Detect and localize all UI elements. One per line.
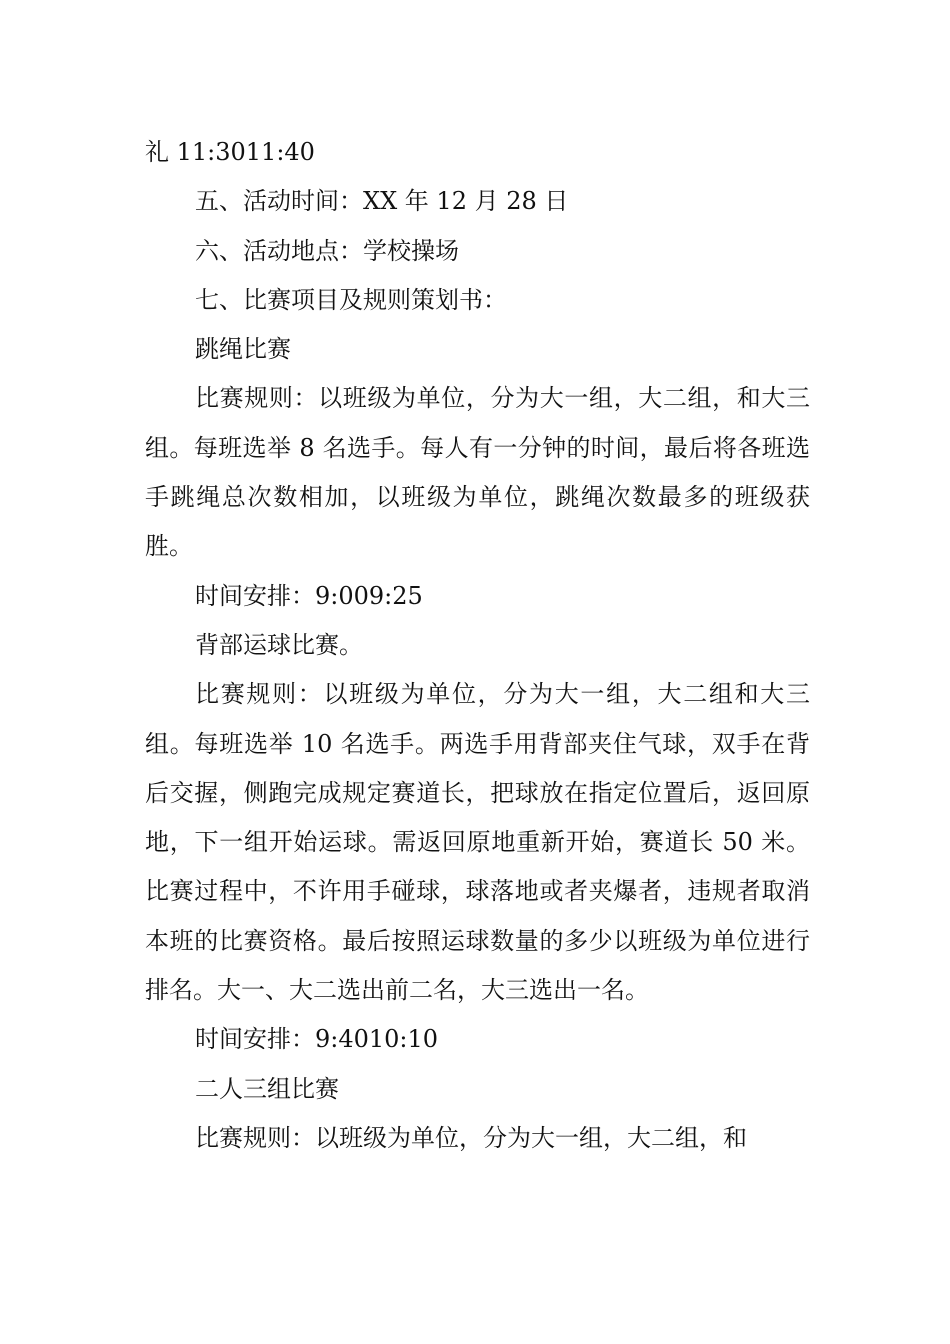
item-title-back-carry: 背部运球比赛。	[195, 630, 363, 659]
item-title-jump-rope: 跳绳比赛	[195, 335, 291, 364]
item-title-three-legged: 二人三组比赛	[195, 1074, 339, 1103]
activity-time: 五、活动时间：XX 年 12 月 28 日	[195, 187, 569, 216]
back-carry-rules: 比赛规则：以班级为单位，分为大一组，大二组和大三组。每班选举 10 名选手。两选手用背部夹住气球，双手在背后交握，侧跑完成规定赛道长，把球放在指定位置后，返回原地，下一组开始运球。需返回原地重新开始，赛道长 50 米。比赛过程中，不许用手碰球，球落地或者夹爆者，违规者取消本班的比赛资格。最后按照运球数量的多少以班级为单位进行排名。大一、大二选出前二名，大三选出一名。	[145, 680, 810, 1005]
continued-time-line: 礼 11:3011:40	[145, 138, 315, 166]
three-legged-rules: 比赛规则：以班级为单位，分为大一组，大二组，和	[195, 1123, 747, 1152]
jump-rope-schedule: 时间安排：9:009:25	[195, 581, 423, 610]
activity-location: 六、活动地点：学校操场	[195, 236, 459, 265]
jump-rope-rules: 比赛规则：以班级为单位，分为大一组，大二组，和大三组。每班选举 8 名选手。每人有一分钟的时间，最后将各班选手跳绳总次数相加，以班级为单位，跳绳次数最多的班级获胜。	[145, 384, 810, 561]
section-heading-rules: 七、比赛项目及规则策划书：	[195, 285, 507, 314]
document-page	[145, 128, 810, 1163]
back-carry-schedule: 时间安排：9:4010:10	[195, 1025, 439, 1054]
